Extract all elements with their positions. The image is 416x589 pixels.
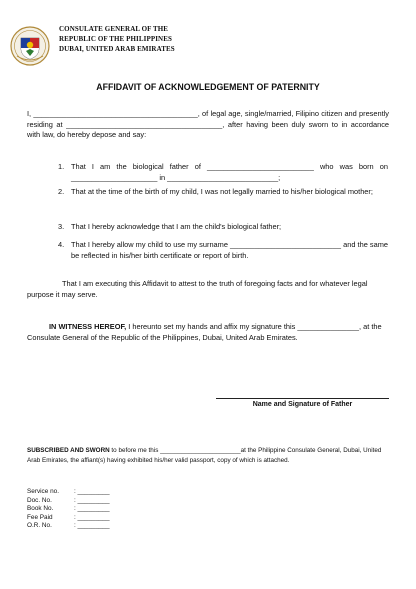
header-line-2: REPUBLIC OF THE PHILIPPINES	[59, 35, 172, 43]
item-number: 4.	[58, 240, 65, 249]
item-text: That I am the biological father of __________________________ who was born on _____________________ in ___________________________;	[71, 162, 388, 182]
header-line-3: DUBAI, UNITED ARAB EMIRATES	[59, 45, 175, 53]
intro-paragraph: I, ________________________________________, of legal age, single/married, Filipino citizen and presently residing at ______________________________________, after having been duly sworn to in accordance with law, do hereby depose and say:	[27, 109, 389, 139]
item-number: 1.	[58, 162, 65, 171]
philippine-seal-icon	[10, 26, 50, 66]
item-number: 2.	[58, 187, 65, 196]
document-title: AFFIDAVIT OF ACKNOWLEDGEMENT OF PATERNITY	[96, 82, 320, 92]
witness-paragraph	[27, 322, 389, 343]
registry-label: Fee Paid	[27, 513, 53, 521]
registry-label: Book No.	[27, 505, 54, 512]
registry-value: : _________	[74, 496, 110, 504]
signature-label: Name and Signature of Father	[252, 401, 353, 408]
registry-value: : _________	[74, 488, 110, 495]
registry-value: : _________	[74, 513, 110, 521]
closing-paragraph	[27, 279, 389, 300]
witness-lead: IN WITNESS HEREOF,	[49, 322, 127, 331]
registry-value: : _________	[74, 522, 110, 529]
signature-line	[216, 398, 389, 399]
sworn-lead: SUBSCRIBED AND SWORN	[27, 447, 110, 454]
witness-text: I hereunto set my hands and affix my signature this _______________, at the Consulate General of the Republic of the Philippines, Dubai, United Arab Emirates.	[27, 322, 382, 342]
sworn-text: to before me this _______________________at the Philippine Consulate General, Dubai, United Arab Emirates, the affiant(s) having exhibited his/her valid passport, copy of which is attached.	[27, 447, 382, 464]
consulate-header	[59, 24, 175, 54]
registry-value: : _________	[74, 505, 110, 512]
registry-label: O.R. No.	[27, 522, 52, 529]
closing-text: That I am executing this Affidavit to attest to the truth of foregoing facts and for whatever legal purpose it may serve.	[27, 279, 368, 299]
item-text: That at the time of the birth of my child, I was not legally married to his/her biological mother;	[71, 187, 373, 196]
sworn-paragraph	[27, 446, 389, 465]
item-number: 3.	[58, 222, 65, 231]
registry-label: Doc. No.	[27, 496, 52, 504]
item-text: That I hereby allow my child to use my surname ___________________________ and the same be reflected in his/her birth certificate or report of birth.	[71, 240, 388, 260]
registry-label: Service no.	[27, 488, 59, 495]
header-line-1: CONSULATE GENERAL OF THE	[59, 25, 169, 33]
item-text: That I hereby acknowledge that I am the child's biological father;	[71, 222, 282, 231]
